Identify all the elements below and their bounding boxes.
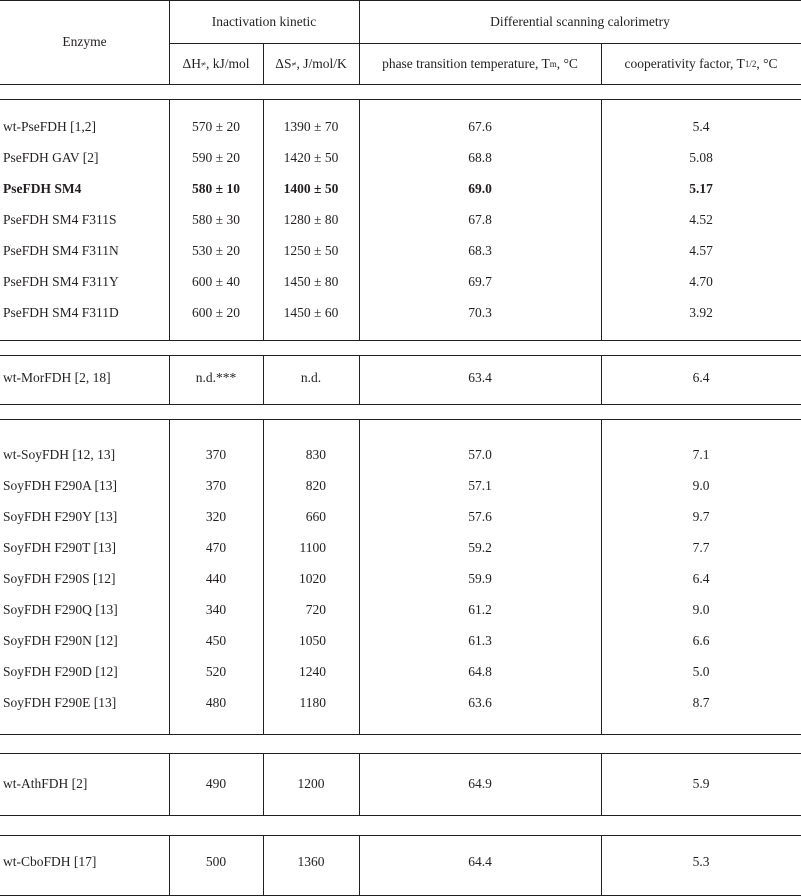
- ds-unit: , J/mol/K: [296, 55, 347, 71]
- cell-ds: 1050: [299, 633, 326, 648]
- header-cooperativity: [601, 43, 801, 84]
- rule-group-bottom: [0, 734, 801, 735]
- table-row: [0, 363, 801, 394]
- table-row: [0, 847, 801, 878]
- cell-dh: 590 ± 20: [192, 150, 240, 165]
- cell-tm: 64.8: [468, 664, 492, 679]
- table-row: [0, 769, 801, 800]
- header-tm: [359, 43, 601, 84]
- cell-ds: 1180: [299, 695, 326, 710]
- cell-dh: 600 ± 40: [192, 274, 240, 289]
- cell-tm: 68.8: [468, 150, 492, 165]
- cell-ds: 1390 ± 70: [283, 119, 339, 134]
- cell-ds: 1100: [299, 540, 326, 555]
- cell-tm: 59.2: [468, 540, 492, 555]
- cell-coop: 8.7: [692, 695, 710, 710]
- cell-dh: 500: [205, 854, 227, 869]
- dh-superscript: ≠: [200, 58, 206, 69]
- table-row: [0, 143, 801, 174]
- cell-dh: 480: [205, 695, 227, 710]
- cell-enzyme: wt-AthFDH [2]: [3, 776, 88, 791]
- rule-group-bottom: [0, 404, 801, 405]
- cell-tm: 69.7: [468, 274, 492, 289]
- cell-ds: 1420 ± 50: [283, 150, 339, 165]
- cell-dh: 530 ± 20: [192, 243, 240, 258]
- cell-enzyme: SoyFDH F290A [13]: [3, 478, 118, 493]
- cell-tm: 70.3: [468, 305, 492, 320]
- coop-label: cooperativity factor, T: [624, 55, 745, 71]
- rule-group-bottom: [0, 815, 801, 816]
- table-row: [0, 440, 801, 471]
- cell-enzyme: wt-SoyFDH [12, 13]: [3, 447, 116, 462]
- cell-enzyme: SoyFDH F290Y [13]: [3, 509, 118, 524]
- cell-coop: 6.4: [692, 571, 710, 586]
- rule-group-top: [0, 835, 801, 836]
- cell-dh: 580 ± 10: [192, 181, 240, 196]
- cell-dh: n.d.***: [195, 370, 237, 385]
- rule-group-top: [0, 99, 801, 100]
- cell-tm: 57.1: [468, 478, 492, 493]
- cell-tm: 64.4: [468, 854, 492, 869]
- cell-ds: 1400 ± 50: [283, 181, 339, 196]
- cell-dh: 570 ± 20: [192, 119, 240, 134]
- cell-coop: 4.52: [689, 212, 713, 227]
- cell-ds: 1450 ± 60: [283, 305, 339, 320]
- cell-ds: 1360: [297, 854, 325, 869]
- cell-tm: 61.2: [468, 602, 492, 617]
- cell-tm: 68.3: [468, 243, 492, 258]
- cell-dh: 520: [205, 664, 227, 679]
- tm-label: phase transition temperature, T: [382, 55, 550, 71]
- table-row: [0, 533, 801, 564]
- cell-coop: 6.4: [692, 370, 710, 385]
- cell-ds: 660: [305, 509, 326, 524]
- cell-coop: 5.9: [692, 776, 710, 791]
- cell-tm: 67.6: [468, 119, 492, 134]
- rule-group-bottom: [0, 340, 801, 341]
- table-row: [0, 626, 801, 657]
- cell-enzyme: wt-MorFDH [2, 18]: [3, 370, 111, 385]
- cell-dh: 340: [205, 602, 227, 617]
- cell-coop: 5.17: [689, 181, 713, 196]
- rule-header-bottom: [0, 84, 801, 85]
- cell-coop: 5.0: [692, 664, 710, 679]
- cell-enzyme: SoyFDH F290S [12]: [3, 571, 116, 586]
- cell-dh: 600 ± 20: [192, 305, 240, 320]
- table-row: [0, 688, 801, 719]
- cell-dh: 490: [205, 776, 227, 791]
- cell-enzyme: SoyFDH F290N [12]: [3, 633, 118, 648]
- header-ds: [263, 43, 359, 84]
- cell-coop: 4.70: [689, 274, 713, 289]
- cell-tm: 63.4: [468, 370, 492, 385]
- rule-group-top: [0, 419, 801, 420]
- table-row: [0, 298, 801, 329]
- rule-group-top: [0, 753, 801, 754]
- dh-unit: , kJ/mol: [205, 55, 250, 71]
- ds-superscript: ≠: [291, 58, 297, 69]
- cell-enzyme: wt-CboFDH [17]: [3, 854, 97, 869]
- ds-symbol: ΔS: [275, 55, 292, 71]
- cell-tm: 57.6: [468, 509, 492, 524]
- cell-enzyme: PseFDH SM4 F311N: [3, 243, 119, 258]
- cell-coop: 7.1: [692, 447, 710, 462]
- cell-coop: 4.57: [689, 243, 713, 258]
- cell-ds: 1250 ± 50: [283, 243, 339, 258]
- cell-dh: 440: [205, 571, 227, 586]
- cell-coop: 9.7: [692, 509, 710, 524]
- dh-symbol: ΔH: [182, 55, 201, 71]
- table-row: [0, 502, 801, 533]
- cell-tm: 59.9: [468, 571, 492, 586]
- header-inactivation-kinetic: Inactivation kinetic: [211, 13, 317, 29]
- cell-enzyme: PseFDH SM4 F311D: [3, 305, 119, 320]
- cell-ds: 1450 ± 80: [283, 274, 339, 289]
- coop-subscript: 1/2: [744, 58, 757, 69]
- cell-dh: 370: [205, 447, 227, 462]
- cell-enzyme: PseFDH SM4: [3, 181, 82, 196]
- cell-dh: 580 ± 30: [192, 212, 240, 227]
- cell-enzyme: PseFDH SM4 F311Y: [3, 274, 119, 289]
- cell-enzyme: SoyFDH F290T [13]: [3, 540, 117, 555]
- cell-ds: 1280 ± 80: [283, 212, 339, 227]
- cell-dh: 320: [205, 509, 227, 524]
- header-dh: [169, 43, 263, 84]
- cell-coop: 5.08: [689, 150, 713, 165]
- table-row: [0, 595, 801, 626]
- tm-subscript: m: [549, 58, 557, 69]
- table-row: [0, 471, 801, 502]
- cell-enzyme: SoyFDH F290D [12]: [3, 664, 118, 679]
- header-dsc: Differential scanning calorimetry: [490, 13, 670, 29]
- cell-enzyme: PseFDH GAV [2]: [3, 150, 99, 165]
- tm-unit: , °C: [556, 55, 578, 71]
- cell-ds: 820: [305, 478, 326, 493]
- cell-dh: 470: [205, 540, 227, 555]
- cell-enzyme: PseFDH SM4 F311S: [3, 212, 117, 227]
- table-row: [0, 236, 801, 267]
- cell-coop: 5.3: [692, 854, 710, 869]
- cell-coop: 5.4: [692, 119, 710, 134]
- cell-ds: 1020: [299, 571, 326, 586]
- cell-tm: 63.6: [468, 695, 492, 710]
- cell-coop: 6.6: [692, 633, 710, 648]
- table-row: [0, 112, 801, 143]
- cell-ds: 830: [305, 447, 326, 462]
- cell-tm: 67.8: [468, 212, 492, 227]
- cell-enzyme: SoyFDH F290E [13]: [3, 695, 117, 710]
- cell-dh: 450: [205, 633, 227, 648]
- cell-tm: 69.0: [468, 181, 492, 196]
- header-enzyme: Enzyme: [62, 34, 107, 49]
- cell-coop: 9.0: [692, 478, 710, 493]
- cell-coop: 3.92: [689, 305, 713, 320]
- cell-ds: n.d.: [300, 370, 322, 385]
- rule-group-top: [0, 355, 801, 356]
- cell-ds: 720: [305, 602, 326, 617]
- cell-ds: 1200: [297, 776, 325, 791]
- cell-dh: 370: [205, 478, 227, 493]
- table-row: [0, 267, 801, 298]
- cell-enzyme: SoyFDH F290Q [13]: [3, 602, 118, 617]
- table-row: [0, 657, 801, 688]
- cell-coop: 9.0: [692, 602, 710, 617]
- coop-unit: , °C: [756, 55, 778, 71]
- cell-ds: 1240: [299, 664, 326, 679]
- table-row: [0, 205, 801, 236]
- cell-coop: 7.7: [692, 540, 710, 555]
- cell-enzyme: wt-PseFDH [1,2]: [3, 119, 96, 134]
- cell-tm: 57.0: [468, 447, 492, 462]
- cell-tm: 61.3: [468, 633, 492, 648]
- table-row: [0, 174, 801, 205]
- cell-tm: 64.9: [468, 776, 492, 791]
- table-row: [0, 564, 801, 595]
